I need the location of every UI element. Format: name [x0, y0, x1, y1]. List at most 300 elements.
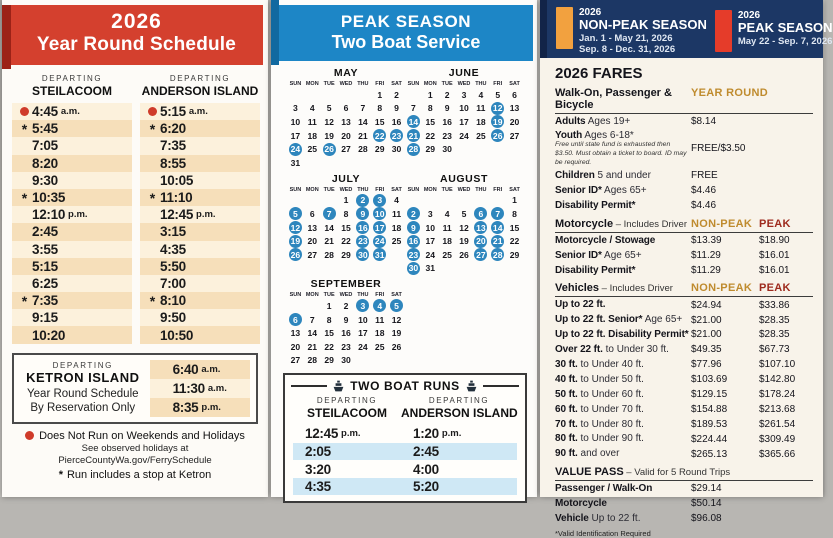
- calendar-day: 2: [444, 89, 450, 100]
- calendar-day: 22: [509, 236, 520, 247]
- two-boat-day: 30: [408, 263, 419, 274]
- time-value: 6:25: [32, 275, 58, 291]
- calendar-day: 25: [476, 130, 486, 141]
- fare-price: FREE/$3.50: [691, 143, 746, 155]
- day-of-week-header: TUE: [441, 186, 453, 193]
- time-value: 6:40: [172, 361, 199, 377]
- day-of-week-header: THU: [475, 186, 487, 193]
- fare-label: 80 ft. to Under 90 ft.: [555, 433, 644, 445]
- departure-time-row: [140, 241, 260, 258]
- fare-row: [555, 388, 813, 402]
- calendar-day: 11: [307, 116, 317, 127]
- day-of-week-header: WED: [339, 292, 353, 299]
- meridiem-label: a.m.: [207, 382, 227, 394]
- departure-time-row: [12, 103, 132, 120]
- fare-row: [555, 184, 813, 198]
- departure-columns: [2, 65, 268, 344]
- asterisk-marker: *: [21, 189, 28, 206]
- two-boat-day: 16: [408, 236, 419, 247]
- two-boat-day: 20: [476, 236, 486, 247]
- day-of-week-header: FRI: [493, 81, 503, 87]
- calendar-day: 8: [512, 208, 517, 219]
- two-boat-day: 23: [408, 249, 419, 260]
- fares-title: 2026 FARES: [555, 65, 643, 82]
- time-value: 10:05: [160, 172, 194, 188]
- departure-time-row: [12, 189, 132, 206]
- fare-price: $24.94: [691, 299, 722, 311]
- time-value: 2:45: [413, 443, 439, 459]
- calendar-day: 10: [290, 116, 301, 127]
- panel-spine: [271, 0, 279, 65]
- departure-time-row: [140, 137, 260, 154]
- time-value: 10:20: [32, 327, 66, 343]
- fare-label: Up to 22 ft.: [555, 299, 606, 311]
- time-value: 7:35: [32, 293, 58, 309]
- departure-time-row: [12, 155, 132, 172]
- red-dot-icon: [25, 431, 34, 440]
- departure-time-row: [293, 460, 401, 478]
- departure-time-row: [293, 443, 401, 461]
- fare-price-peak: $28.35: [759, 329, 790, 341]
- calendar-day: 25: [374, 341, 385, 352]
- ketron-island-box: [12, 353, 258, 424]
- fare-price: FREE: [691, 170, 718, 182]
- calendar-day: 5: [326, 103, 332, 114]
- calendar-day: 13: [290, 328, 301, 339]
- two-boat-day: 24: [290, 144, 301, 155]
- calendar-day: 2: [394, 89, 399, 100]
- two-boat-day: 23: [391, 130, 402, 141]
- column-header: YEAR ROUND: [691, 87, 768, 99]
- calendar-day: 20: [509, 116, 520, 127]
- day-of-week-header: MON: [423, 186, 437, 193]
- two-boat-day: 6: [289, 313, 302, 326]
- season-badge: [556, 3, 707, 56]
- calendar-day: 7: [411, 103, 416, 114]
- ketron-subtitle-line2: By Reservation Only: [30, 402, 136, 415]
- two-boat-day: 19: [290, 236, 301, 247]
- calendar-month-title: JULY: [331, 172, 361, 185]
- fare-label: Up to 22 ft. Disability Permit*: [555, 329, 689, 341]
- calendar-day: 29: [341, 249, 351, 260]
- fare-price: $13.39: [691, 234, 722, 246]
- departure-time-row: [12, 206, 132, 223]
- two-boat-runs-title: TWO BOAT RUNS: [350, 379, 460, 394]
- time-value: 5:15: [32, 258, 58, 274]
- calendar-day: 10: [358, 314, 368, 325]
- calendar-day: 29: [509, 249, 520, 260]
- calendar-day: 27: [509, 130, 520, 141]
- departure-time-row: [401, 478, 517, 496]
- calendar-day: 21: [307, 341, 318, 352]
- two-boat-day: 28: [408, 144, 419, 155]
- schedule-note: Does Not Run on Weekends and Holidays: [8, 429, 262, 443]
- time-value: 5:45: [32, 121, 58, 137]
- fare-label: Senior ID* Ages 65+: [555, 184, 647, 196]
- season-dates: May 22 - Sep. 7, 2026: [737, 35, 833, 47]
- departure-time-row: [12, 309, 132, 326]
- fare-price: $189.53: [691, 418, 728, 430]
- calendar-day: 16: [391, 116, 402, 127]
- departure-time-row: [140, 172, 260, 189]
- fare-row: [555, 313, 813, 327]
- calendar-day: 6: [309, 208, 315, 219]
- two-boat-day: 16: [358, 222, 368, 233]
- meridiem-label: p.m.: [68, 209, 88, 221]
- asterisk-marker: *: [21, 292, 28, 309]
- calendar-day: 22: [324, 341, 334, 352]
- fare-price: $4.46: [691, 200, 717, 212]
- calendar-day: 27: [307, 249, 318, 260]
- calendar-day: 4: [478, 89, 484, 100]
- calendar-day: 3: [427, 208, 433, 219]
- departure-column-steilacoom: [293, 396, 401, 495]
- season-name: NON-PEAK SEASON: [579, 16, 707, 32]
- calendar-day: 4: [394, 195, 399, 206]
- two-boat-day: 30: [358, 249, 368, 260]
- time-value: 6:20: [160, 121, 186, 137]
- calendar-day: 30: [442, 144, 452, 155]
- day-of-week-header: SUN: [289, 186, 302, 193]
- fare-label: 30 ft. to Under 40 ft.: [555, 358, 644, 370]
- divider: [291, 385, 327, 387]
- fare-row: [555, 432, 813, 446]
- calendar-day: 29: [374, 144, 385, 155]
- day-of-week-header: TUE: [441, 81, 453, 87]
- calendar-september: [287, 276, 405, 367]
- calendar-day: 9: [444, 103, 450, 114]
- fare-row: [555, 358, 813, 372]
- column-header-peak: PEAK: [759, 282, 791, 295]
- calendar-day: 13: [341, 116, 351, 127]
- season-color-swatch: [715, 10, 732, 52]
- fare-row: [555, 234, 813, 248]
- calendar-july: [287, 171, 405, 276]
- fare-price: $29.14: [691, 483, 722, 495]
- fare-row: [555, 497, 813, 511]
- calendar-day: 19: [459, 236, 469, 247]
- day-of-week-header: TUE: [323, 186, 335, 193]
- two-boat-day: 13: [476, 222, 486, 233]
- day-of-week-header: TUE: [323, 81, 335, 87]
- calendar-day: 15: [509, 222, 520, 233]
- season-color-swatch: [556, 7, 573, 49]
- fare-label: 40 ft. to Under 50 ft.: [555, 373, 644, 385]
- season-dates: Jan. 1 - May 21, 2026: [579, 32, 673, 44]
- departure-time-row: [12, 241, 132, 258]
- calendar-day: 1: [377, 89, 383, 100]
- departing-label: DEPARTING: [41, 74, 103, 83]
- day-of-week-header: SUN: [407, 81, 420, 87]
- day-of-week-header: MON: [423, 81, 437, 87]
- fare-price: $77.96: [691, 359, 722, 371]
- calendar-month-title: JUNE: [448, 67, 480, 79]
- departure-time-row: [140, 155, 260, 172]
- two-boat-day: 3: [356, 299, 369, 312]
- calendar-day: 3: [461, 89, 467, 100]
- calendar-day: 6: [343, 103, 349, 114]
- asterisk-marker: *: [149, 189, 156, 206]
- departure-time-row: [12, 275, 132, 292]
- time-value: 7:00: [160, 275, 186, 291]
- calendar-day: 27: [290, 355, 301, 366]
- departure-time-row: [150, 360, 250, 379]
- fare-label: Disability Permit*: [555, 199, 636, 211]
- calendar-day: 8: [326, 314, 332, 325]
- departure-time-row: [140, 223, 260, 240]
- day-of-week-header: SUN: [289, 292, 302, 299]
- two-boat-day: 22: [374, 130, 385, 141]
- calendar-august: [405, 171, 523, 276]
- time-value: 5:50: [160, 258, 186, 274]
- time-value: 2:45: [32, 224, 58, 240]
- departure-time-row: [12, 223, 132, 240]
- calendar-day: 27: [341, 144, 351, 155]
- departing-label: DEPARTING: [428, 396, 490, 406]
- two-boat-day: 26: [492, 130, 503, 141]
- fare-price-peak: $178.24: [759, 389, 796, 400]
- departure-time-row: [150, 398, 250, 417]
- fare-label: Motorcycle / Stowage: [555, 234, 656, 246]
- calendar-day: 11: [476, 103, 486, 114]
- time-value: 4:35: [160, 241, 186, 257]
- peak-season-title: PEAK SEASON: [340, 12, 472, 31]
- fare-price: $21.00: [691, 329, 722, 341]
- fare-label: Over 22 ft. to Under 30 ft.: [555, 344, 669, 356]
- valid-id-footnote: *Valid Identification Required: [555, 528, 651, 538]
- two-boat-day: 9: [407, 221, 420, 234]
- day-of-week-header: FRI: [375, 292, 385, 299]
- calendar-day: 20: [307, 236, 318, 247]
- departure-time-row: [401, 425, 517, 443]
- two-boat-day: 6: [474, 207, 487, 220]
- fare-price: $96.08: [691, 513, 722, 525]
- fare-price-peak: $107.10: [759, 359, 796, 371]
- fare-section: [555, 282, 813, 461]
- two-boat-runs-columns: [291, 396, 519, 495]
- fare-price: $224.44: [691, 433, 728, 445]
- two-boat-day: 14: [492, 222, 503, 233]
- calendar-day: 30: [341, 355, 351, 366]
- two-boat-day: 7: [491, 207, 504, 220]
- time-value: 8:10: [160, 293, 186, 309]
- fare-label: Up to 22 ft. Senior* Age 65+: [555, 314, 683, 326]
- calendar-day: 17: [290, 130, 301, 141]
- fare-price-peak: $16.01: [759, 264, 790, 276]
- two-boat-day: 12: [492, 103, 503, 114]
- day-of-week-header: FRI: [493, 186, 503, 193]
- fare-price: $11.29: [691, 264, 721, 276]
- fare-row: [555, 298, 813, 312]
- two-boat-day: 10: [374, 208, 385, 219]
- calendar-day: 25: [391, 236, 402, 247]
- fare-label: Passenger / Walk-On: [555, 483, 653, 495]
- two-boat-day: 14: [408, 116, 419, 127]
- fare-price: $129.15: [691, 389, 728, 400]
- fare-label: Vehicle Up to 22 ft.: [555, 512, 641, 524]
- departure-time-row: [150, 379, 250, 398]
- calendar-day: 31: [290, 157, 301, 168]
- meridiem-label: a.m.: [60, 106, 80, 118]
- departure-time-row: [140, 189, 260, 206]
- departure-time-row: [12, 292, 132, 309]
- departing-label: DEPARTING: [52, 360, 113, 370]
- terminal-name: STEILACOOM: [32, 84, 112, 98]
- calendar-day: 1: [326, 300, 332, 311]
- two-boat-day: 7: [323, 207, 336, 220]
- departure-time-row: [293, 425, 401, 443]
- day-of-week-header: SAT: [391, 186, 402, 193]
- fare-footnote: Free until state fund is exhausted then $3.50. Must obtain a ticket to board. ID may be required.: [555, 141, 687, 167]
- fare-price: $103.69: [691, 374, 728, 386]
- day-of-week-header: THU: [357, 292, 369, 299]
- day-of-week-header: MON: [305, 81, 319, 87]
- calendar-day: 11: [375, 314, 385, 325]
- two-boat-day: 5: [289, 207, 302, 220]
- fare-section: [555, 466, 813, 526]
- calendar-june: [405, 65, 523, 170]
- time-value: 4:35: [305, 479, 331, 495]
- peak-season-calendars: [271, 61, 537, 368]
- calendar-day: 18: [442, 236, 452, 247]
- two-boat-day: 9: [356, 207, 369, 220]
- fare-price: $154.88: [691, 403, 728, 415]
- schedule-note: * Run includes a stop at Ketron: [58, 468, 212, 481]
- red-dot-icon: [17, 107, 32, 116]
- terminal-name: ANDERSON ISLAND: [401, 406, 518, 421]
- ferry-icon: [465, 380, 478, 393]
- departure-time-row: [401, 460, 517, 478]
- two-boat-day: 4: [373, 299, 386, 312]
- calendar-day: 4: [309, 103, 315, 114]
- calendar-day: 8: [343, 208, 349, 219]
- time-value: 11:30: [172, 380, 205, 396]
- departure-time-row: [12, 258, 132, 275]
- fare-row: [555, 169, 813, 183]
- departure-time-row: [140, 120, 260, 137]
- two-boat-day: 17: [374, 222, 385, 233]
- terminal-name: STEILACOOM: [307, 406, 387, 421]
- calendar-day: 8: [427, 103, 433, 114]
- two-boat-day: 27: [476, 249, 486, 260]
- time-value: 9:50: [160, 310, 186, 326]
- day-of-week-header: THU: [475, 81, 487, 87]
- calendar-day: 21: [358, 130, 368, 141]
- fare-price-peak: $67.73: [759, 344, 790, 356]
- schedule-note: See observed holidays at PierceCountyWa.gov/FerrySchedule: [58, 442, 212, 467]
- calendar-day: 15: [425, 116, 436, 127]
- fare-label: 90 ft. and over: [555, 448, 620, 460]
- calendar-day: 22: [425, 130, 436, 141]
- calendar-day: 29: [425, 144, 436, 155]
- fare-price-peak: $309.49: [759, 433, 796, 445]
- fare-section-header: Motorcycle – Includes Driver: [555, 217, 687, 230]
- calendar-day: 18: [476, 116, 486, 127]
- fare-price: $21.00: [691, 314, 722, 326]
- time-value: 8:20: [32, 155, 58, 171]
- calendar-day: 23: [442, 130, 452, 141]
- year-round-header: [2, 5, 263, 65]
- meridiem-label: a.m.: [188, 106, 208, 118]
- fare-price-peak: $28.35: [759, 314, 790, 326]
- fare-row: [555, 199, 813, 213]
- calendar-day: 25: [307, 144, 318, 155]
- calendar-month-title: AUGUST: [440, 172, 488, 185]
- meridiem-label: p.m.: [441, 428, 462, 440]
- calendar-day: 14: [307, 328, 318, 339]
- time-value: 3:15: [160, 224, 186, 240]
- calendar-day: 6: [512, 89, 517, 100]
- seasons-header: [540, 0, 833, 58]
- time-value: 7:35: [160, 138, 186, 154]
- calendar-day: 24: [358, 341, 368, 352]
- two-boat-day: 2: [356, 194, 369, 207]
- day-of-week-header: SUN: [407, 186, 420, 193]
- terminal-name: ANDERSON ISLAND: [141, 84, 259, 98]
- fare-price-peak: $142.80: [759, 374, 796, 386]
- panel-spine: [540, 0, 547, 58]
- fare-row: [555, 402, 813, 416]
- calendar-day: 19: [324, 130, 334, 141]
- time-value: 12:45: [305, 426, 339, 442]
- departure-time-row: [401, 443, 517, 461]
- day-of-week-header: WED: [457, 186, 471, 193]
- departure-time-row: [140, 103, 260, 120]
- calendar-day: 20: [341, 130, 351, 141]
- panel-spine: [2, 5, 11, 69]
- calendar-day: 10: [425, 222, 436, 233]
- season-year: 2026: [737, 10, 761, 21]
- calendar-day: 10: [459, 103, 469, 114]
- peak-season-panel: [271, 0, 537, 497]
- fare-price: $11.29: [691, 249, 721, 261]
- calendar-day: 16: [341, 328, 351, 339]
- panel-title: Year Round Schedule: [36, 34, 237, 55]
- calendar-day: 28: [307, 355, 318, 366]
- fare-section-header: Vehicles – Includes Driver: [555, 282, 673, 295]
- time-value: 10:35: [32, 190, 66, 206]
- departure-time-row: [12, 137, 132, 154]
- two-boat-day: 26: [290, 249, 301, 260]
- day-of-week-header: WED: [457, 81, 471, 87]
- calendar-day: 19: [391, 328, 402, 339]
- year-round-panel: [2, 0, 268, 497]
- calendar-day: 1: [512, 195, 517, 206]
- calendar-day: 11: [392, 208, 402, 219]
- calendar-day: 15: [374, 116, 385, 127]
- day-of-week-header: WED: [339, 186, 353, 193]
- fare-price-peak: $16.01: [759, 249, 790, 261]
- fare-row: [555, 263, 813, 277]
- time-value: 3:20: [305, 461, 331, 477]
- calendar-day: 18: [391, 222, 402, 233]
- calendar-day: 15: [341, 222, 351, 233]
- calendar-day: 4: [444, 208, 450, 219]
- departure-time-row: [140, 206, 260, 223]
- fare-row: [555, 328, 813, 342]
- calendar-month-title: SEPTEMBER: [310, 278, 382, 291]
- season-name: PEAK SEASON: [737, 20, 833, 35]
- fare-section-header: VALUE PASS – Valid for 5 Round Trips: [555, 466, 731, 479]
- departure-time-row: [293, 478, 401, 496]
- fare-section: [555, 87, 813, 213]
- calendar-day: 11: [442, 222, 452, 233]
- time-value: 4:00: [413, 461, 439, 477]
- time-value: 5:15: [160, 104, 186, 120]
- day-of-week-header: FRI: [375, 186, 385, 193]
- calendar-day: 17: [358, 328, 368, 339]
- calendar-day: 12: [391, 314, 402, 325]
